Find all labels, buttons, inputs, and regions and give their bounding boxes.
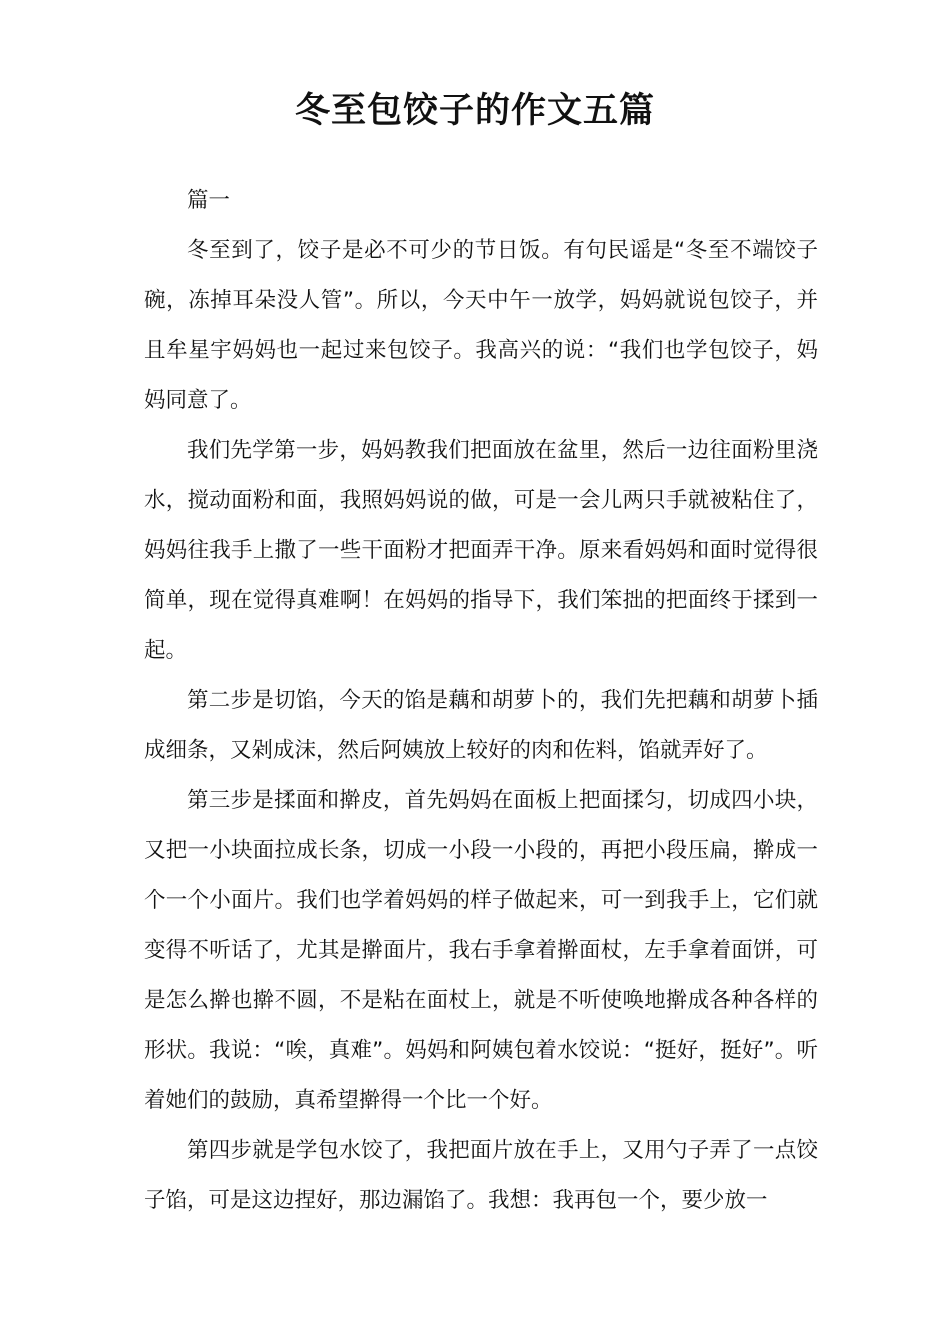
paragraph: 第四步就是学包水饺了，我把面片放在手上，又用勺子弄了一点饺子馅，可是这边捏好，那边漏馅了。我想：我再包一个，要少放一 bbox=[144, 1138, 818, 1213]
paragraph: 第三步是揉面和擀皮，首先妈妈在面板上把面揉匀，切成四小块，又把一小块面拉成长条，切成一小段一小段的，再把小段压扁，擀成一个一个小面片。我们也学着妈妈的样子做起来，可一到我手上，它们就变得不听话了，尤其是擀面片，我右手拿着擀面杖，左手拿着面饼，可是怎么擀也擀不圆，不是粘在面杖上，就是不听使唤地擀成各种各样的形状。我说：“唉，真难”。妈妈和阿姨包着水饺说：“挺好，挺好”。听着她们的鼓励，真希望擀得一个比一个好。 bbox=[144, 788, 818, 1113]
paragraph: 冬至到了，饺子是必不可少的节日饭。有句民谣是“冬至不端饺子碗，冻掉耳朵没人管”。所以，今天中午一放学，妈妈就说包饺子，并且牟星宇妈妈也一起过来包饺子。我高兴的说：“我们也学包饺子，妈妈同意了。 bbox=[144, 238, 818, 413]
section-heading: 篇一 bbox=[187, 188, 231, 213]
paragraph: 第二步是切馅，今天的馅是藕和胡萝卜的，我们先把藕和胡萝卜插成细条，又剁成沫，然后阿姨放上较好的肉和佐料，馅就弄好了。 bbox=[144, 688, 818, 763]
paragraph: 我们先学第一步，妈妈教我们把面放在盆里，然后一边往面粉里浇水，搅动面粉和面，我照妈妈说的做，可是一会儿两只手就被粘住了，妈妈往我手上撒了一些干面粉才把面弄干净。原来看妈妈和面时觉得很简单，现在觉得真难啊！在妈妈的指导下，我们笨拙的把面终于揉到一起。 bbox=[144, 438, 818, 663]
document-body bbox=[144, 176, 818, 1226]
document-title: 冬至包饺子的作文五篇 bbox=[294, 90, 655, 131]
